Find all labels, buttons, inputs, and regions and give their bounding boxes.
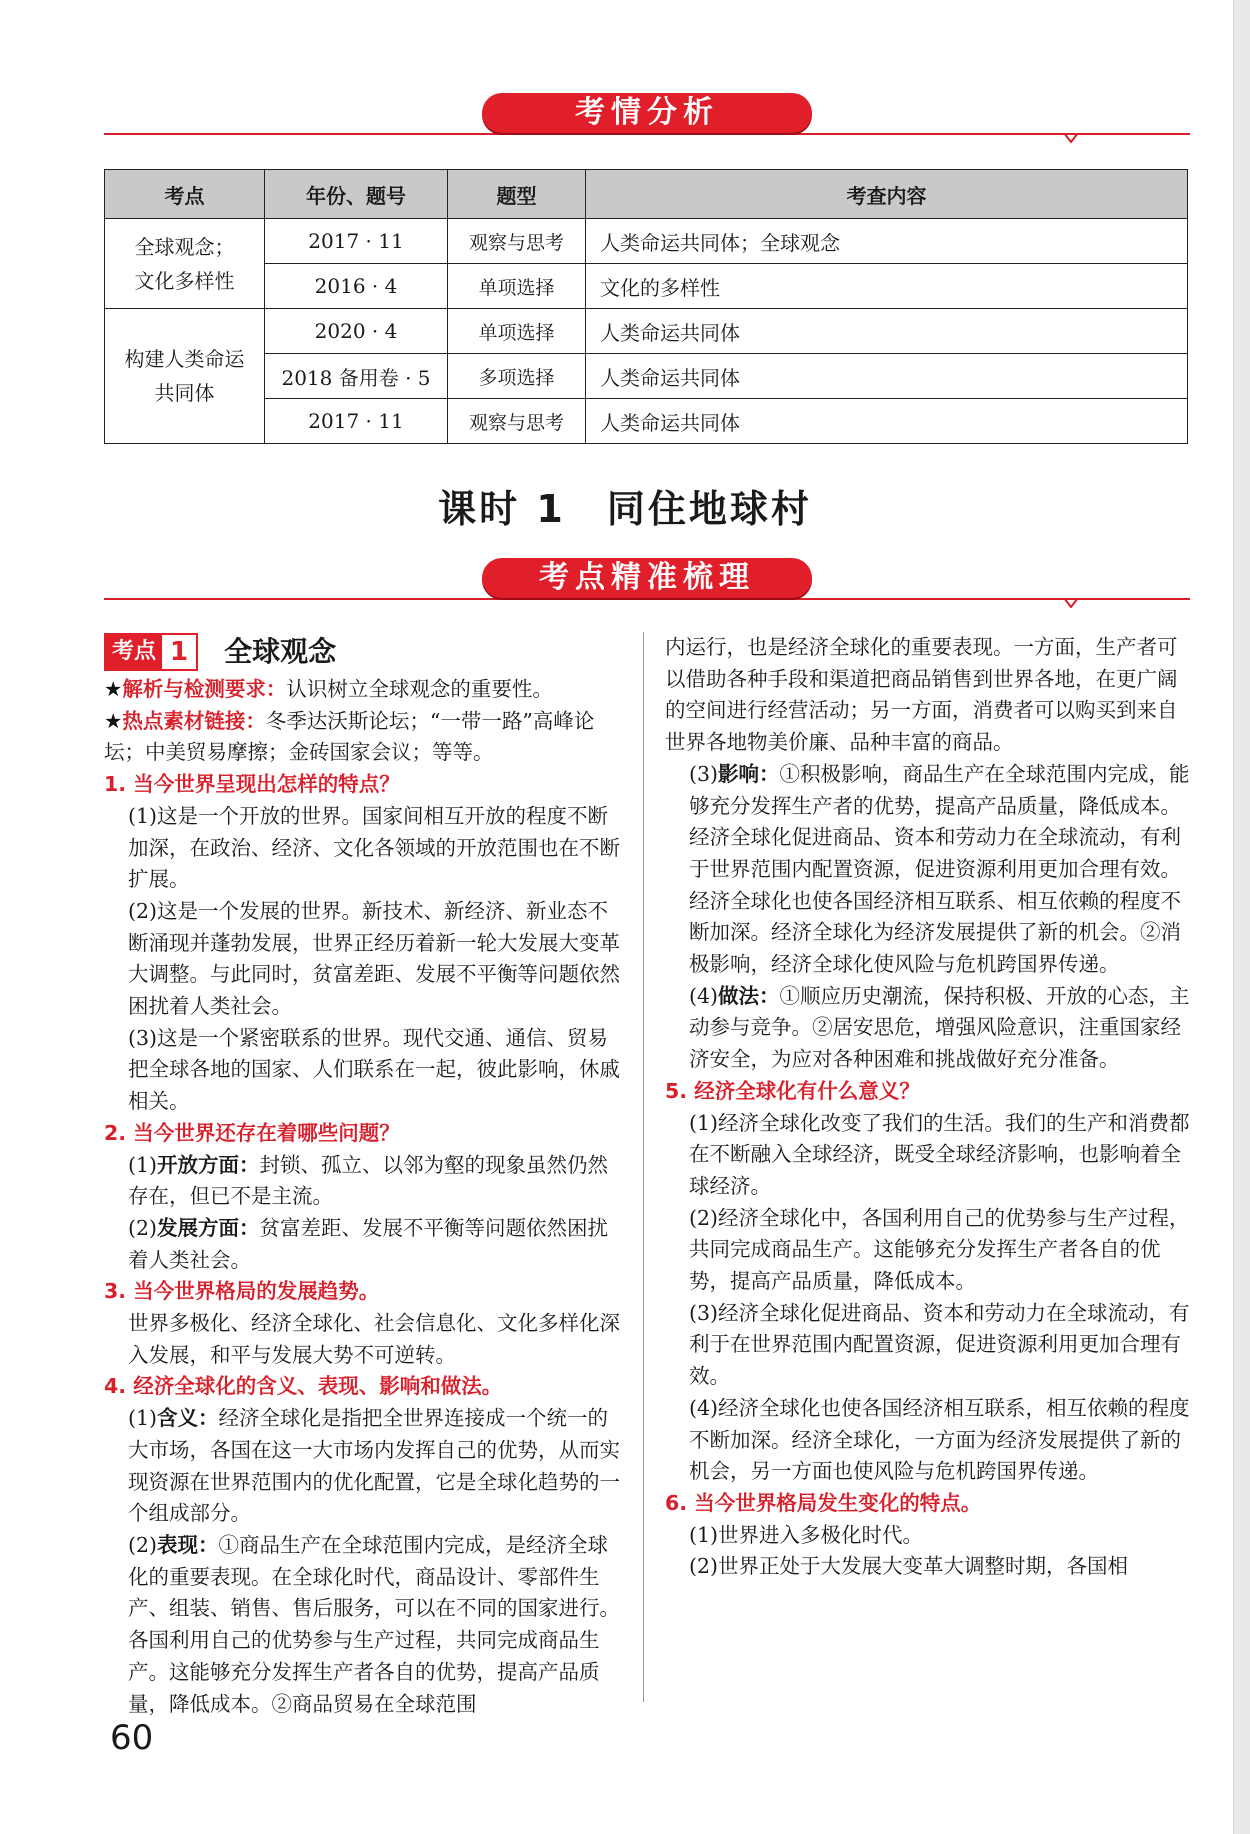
section-title: 全球观念 bbox=[224, 635, 337, 669]
answer-paragraph: (3)经济全球化促进商品、资本和劳动力在全球流动，有利于在世界范围内配置资源，促进资源利用更加合理有效。 bbox=[689, 1300, 1190, 1389]
item-label: 发展方面： bbox=[157, 1215, 260, 1240]
question-heading: 6. 当今世界格局发生变化的特点。 bbox=[665, 1490, 982, 1515]
answer-paragraph bbox=[104, 1530, 624, 1720]
requirement-text: 认识树立全球观念的重要性。 bbox=[286, 677, 553, 701]
table-row bbox=[105, 264, 1188, 309]
header-year: 年份、题号 bbox=[265, 170, 448, 219]
section-heading bbox=[104, 632, 624, 672]
item-label: 影响： bbox=[718, 761, 780, 786]
table-row bbox=[105, 354, 1188, 399]
banner-title: 考点精准梳理 bbox=[482, 558, 812, 598]
type-cell: 观察与思考 bbox=[448, 399, 586, 444]
hot-topic-text: 冬季达沃斯论坛；“一带一路”高峰论坛；中美贸易摩擦；金砖国家会议；等等。 bbox=[104, 708, 595, 765]
topic-cell bbox=[105, 219, 265, 309]
item-text: ①积极影响，商品生产在全球范围内完成，能够充分发挥生产者的优势，提高产品质量，降低成本。经济全球化促进商品、资本和劳动力在全球流动，有利于世界范围内配置资源，促进资源利用更加合理有效。经济全球化也使各国经济相互联系、相互依赖的程度不断加深。经济全球化为经济发展提供了新的机会。②消极影响，经济全球化使风险与危机跨国界传递。 bbox=[689, 761, 1190, 977]
answer-paragraph bbox=[665, 759, 1190, 981]
answer-paragraph: (2)这是一个发展的世界。新技术、新经济、新业态不断涌现并蓬勃发展，世界正经历着新一轮大发展大变革大调整。与此同时，贫富差距、发展不平衡等问题依然困扰着人类社会。 bbox=[128, 898, 620, 1019]
section-badge bbox=[104, 633, 198, 671]
page-edge bbox=[1233, 0, 1250, 1834]
right-column bbox=[665, 632, 1190, 1583]
type-cell: 观察与思考 bbox=[448, 219, 586, 264]
left-column bbox=[104, 632, 624, 1720]
section-number: 1 bbox=[170, 637, 189, 667]
lesson-title: 课时 1 同住地球村 bbox=[438, 487, 812, 531]
topic-line: 构建人类命运 bbox=[124, 347, 245, 371]
answer-paragraph: (4)经济全球化也使各国经济相互联系，相互依赖的程度不断加深。经济全球化，一方面为经济发展提供了新的机会，另一方面也使风险与危机跨国界传递。 bbox=[689, 1395, 1190, 1484]
answer-paragraph: (1)经济全球化改变了我们的生活。我们的生产和消费都在不断融入全球经济，既受全球经济影响，也影响着全球经济。 bbox=[689, 1110, 1190, 1198]
item-index: (2) bbox=[128, 1215, 158, 1240]
banner-rule bbox=[104, 133, 1190, 135]
column-divider bbox=[643, 632, 644, 1702]
answer-paragraph: 世界多极化、经济全球化、社会信息化、文化多样化深入发展，和平与发展大势不可逆转。 bbox=[128, 1311, 620, 1367]
item-label: 做法： bbox=[718, 983, 780, 1008]
question-heading: 3. 当今世界格局的发展趋势。 bbox=[104, 1279, 380, 1304]
content-cell: 人类命运共同体 bbox=[586, 399, 1188, 444]
answer-paragraph: 内运行，也是经济全球化的重要表现。一方面，生产者可以借助各种手段和渠道把商品销售到世界各地，在更广阔的空间进行经营活动；另一方面，消费者可以购买到来自世界各地物美价廉、品种丰富的商品。 bbox=[665, 635, 1178, 755]
banner-notch-icon bbox=[1064, 598, 1078, 608]
topic-cell bbox=[105, 309, 265, 444]
year-cell: 2018 备用卷 · 5 bbox=[265, 354, 448, 399]
answer-paragraph: (3)这是一个紧密联系的世界。现代交通、通信、贸易把全球各地的国家、人们联系在一起，彼此影响，休戚相关。 bbox=[128, 1025, 620, 1114]
topic-line: 共同体 bbox=[154, 381, 215, 405]
star-icon: ★ bbox=[104, 708, 123, 733]
page-number: 60 bbox=[110, 1718, 154, 1758]
header-type: 题型 bbox=[448, 170, 586, 219]
header-content: 考查内容 bbox=[586, 170, 1188, 219]
hot-topic-label: 热点素材链接： bbox=[122, 708, 266, 733]
item-text: ①顺应历史潮流，保持积极、开放的心态，主动参与竞争。②居安思危，增强风险意识，注重国家经济安全，为应对各种困难和挑战做好充分准备。 bbox=[689, 983, 1190, 1072]
content-cell: 文化的多样性 bbox=[586, 264, 1188, 309]
banner-title: 考情分析 bbox=[482, 93, 812, 133]
table-header-row bbox=[105, 170, 1188, 219]
section-tag: 考点 bbox=[106, 635, 162, 669]
exam-analysis-banner bbox=[104, 93, 1190, 155]
key-points-banner bbox=[104, 558, 1190, 620]
requirement-line bbox=[104, 674, 624, 706]
item-index: (2) bbox=[128, 1532, 158, 1557]
question-heading: 1. 当今世界呈现出怎样的特点？ bbox=[104, 772, 400, 797]
year-cell: 2017 · 11 bbox=[265, 399, 448, 444]
item-text: 贫富差距、发展不平衡等问题依然困扰着人类社会。 bbox=[128, 1215, 609, 1272]
content-cell: 人类命运共同体；全球观念 bbox=[586, 219, 1188, 264]
answer-paragraph bbox=[104, 1150, 624, 1213]
year-cell: 2020 · 4 bbox=[265, 309, 448, 354]
item-label: 开放方面： bbox=[157, 1152, 260, 1177]
answer-paragraph: (1)世界进入多极化时代。 bbox=[689, 1522, 924, 1547]
item-index: (1) bbox=[128, 1406, 158, 1431]
star-icon: ★ bbox=[104, 677, 123, 701]
type-cell: 单项选择 bbox=[448, 309, 586, 354]
header-topic: 考点 bbox=[105, 170, 265, 219]
topic-line: 文化多样性 bbox=[134, 268, 235, 293]
banner-rule bbox=[104, 598, 1190, 600]
answer-paragraph: (2)经济全球化中，各国利用自己的优势参与生产过程，共同完成商品生产。这能够充分发挥生产者各自的优势，提高产品质量，降低成本。 bbox=[689, 1205, 1190, 1294]
answer-paragraph: (1)这是一个开放的世界。国家间相互开放的程度不断加深，在政治、经济、文化各领域的开放范围也在不断扩展。 bbox=[128, 803, 620, 892]
answer-paragraph bbox=[665, 981, 1190, 1076]
table-row bbox=[105, 219, 1188, 264]
item-index: (4) bbox=[689, 983, 719, 1008]
answer-paragraph bbox=[104, 1403, 624, 1530]
answer-paragraph bbox=[104, 1213, 624, 1276]
item-text: 经济全球化是指把全世界连接成一个统一的大市场，各国在这一大市场内发挥自己的优势，从而实现资源在世界范围内的优化配置，它是全球化趋势的一个组成部分。 bbox=[128, 1406, 620, 1526]
year-cell: 2017 · 11 bbox=[265, 219, 448, 264]
banner-notch-icon bbox=[1064, 133, 1078, 143]
question-heading: 4. 经济全球化的含义、表现、影响和做法。 bbox=[104, 1374, 503, 1399]
topic-line: 全球观念； bbox=[134, 234, 235, 259]
year-cell: 2016 · 4 bbox=[265, 264, 448, 309]
item-label: 表现： bbox=[157, 1532, 219, 1557]
item-index: (1) bbox=[128, 1152, 158, 1177]
type-cell: 多项选择 bbox=[448, 354, 586, 399]
hot-topic-line bbox=[104, 706, 624, 769]
item-text: 封锁、孤立、以邻为壑的现象虽然仍然存在，但已不是主流。 bbox=[128, 1152, 609, 1209]
table-row bbox=[105, 309, 1188, 354]
type-cell: 单项选择 bbox=[448, 264, 586, 309]
table-row bbox=[105, 399, 1188, 444]
item-label: 含义： bbox=[157, 1406, 219, 1431]
content-cell: 人类命运共同体 bbox=[586, 309, 1188, 354]
question-heading: 5. 经济全球化有什么意义？ bbox=[665, 1078, 920, 1103]
content-cell: 人类命运共同体 bbox=[586, 354, 1188, 399]
item-text: ①商品生产在全球范围内完成，是经济全球化的重要表现。在全球化时代，商品设计、零部件生产、组装、销售、售后服务，可以在不同的国家进行。各国利用自己的优势参与生产过程，共同完成商品生产。这能够充分发挥生产者各自的优势，提高产品质量，降低成本。②商品贸易在全球范围 bbox=[128, 1532, 620, 1716]
answer-paragraph: (2)世界正处于大发展大变革大调整时期，各国相 bbox=[689, 1554, 1129, 1579]
requirement-label: 解析与检测要求： bbox=[122, 677, 287, 701]
question-heading: 2. 当今世界还存在着哪些问题？ bbox=[104, 1120, 400, 1145]
item-index: (3) bbox=[689, 761, 719, 786]
exam-table bbox=[104, 169, 1188, 444]
